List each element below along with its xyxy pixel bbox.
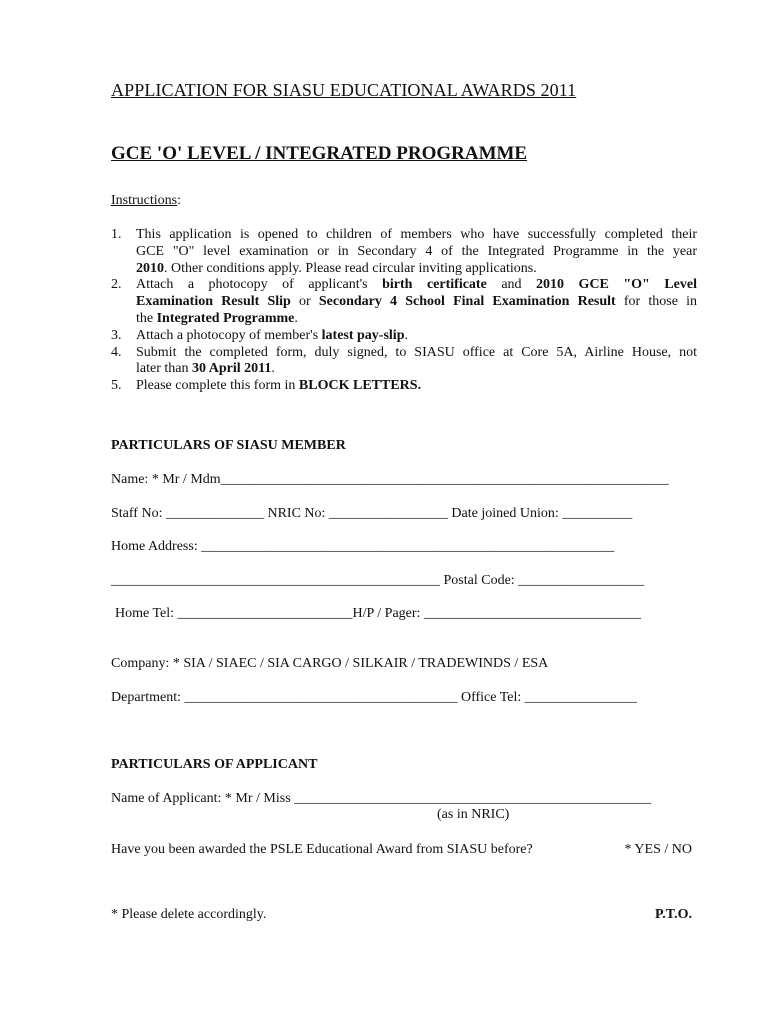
footer-note: * Please delete accordingly. xyxy=(111,907,267,922)
instruction-text: Attach a photocopy of applicant's birth certificate and 2010 GCE "O" Level xyxy=(136,277,697,293)
company-field[interactable]: Company: * SIA / SIAEC / SIA CARGO / SILKAIR / TRADEWINDS / ESA xyxy=(111,656,549,671)
pto-label: P.T.O. xyxy=(655,907,692,922)
instruction-item-3 xyxy=(111,328,697,345)
instruction-text: Attach a photocopy of member's latest pay-slip. xyxy=(136,327,408,343)
department-office-tel-field[interactable]: Department: _______________________________________ Office Tel: ________________ xyxy=(111,690,637,705)
instruction-item-5 xyxy=(111,378,697,395)
nric-note: (as in NRIC) xyxy=(437,807,510,822)
instruction-text: GCE "O" level examination or in Secondary 4 of the Integrated Programme in the year xyxy=(136,243,697,259)
instruction-text: This application is opened to children of members who have successfully completed their xyxy=(136,227,697,242)
address-postal-field[interactable]: _______________________________________________ Postal Code: __________________ xyxy=(111,573,645,588)
instruction-number: 2. xyxy=(111,277,122,293)
applicant-name-field[interactable]: Name of Applicant: * Mr / Miss ___________________________________________________ xyxy=(111,791,652,806)
instruction-text: 2010. Other conditions apply. Please read circular inviting applications. xyxy=(136,260,537,276)
instructions-colon: : xyxy=(177,193,181,208)
instruction-number: 4. xyxy=(111,344,122,360)
instruction-text: later than 30 April 2011. xyxy=(136,361,275,377)
staff-nric-date-field[interactable]: Staff No: ______________ NRIC No: _________________ Date joined Union: __________ xyxy=(111,506,633,521)
member-section-heading: PARTICULARS OF SIASU MEMBER xyxy=(111,438,346,453)
instructions-heading xyxy=(111,193,181,209)
psle-award-question: Have you been awarded the PSLE Educational Award from SIASU before? xyxy=(111,842,533,857)
instruction-text: the Integrated Programme. xyxy=(136,310,298,326)
instructions-list xyxy=(111,227,697,395)
instruction-text: Examination Result Slip or Secondary 4 School Final Examination Result for those in xyxy=(136,294,698,310)
instruction-text: Submit the completed form, duly signed, to SIASU office at Core 5A, Airline House, not xyxy=(136,344,697,360)
form-title: APPLICATION FOR SIASU EDUCATIONAL AWARDS 2011 xyxy=(111,80,577,100)
instruction-item-1 xyxy=(111,227,697,277)
instruction-bold: 2010 xyxy=(136,260,164,276)
instruction-number: 3. xyxy=(111,327,122,343)
instruction-item-4 xyxy=(111,345,697,379)
instruction-number: 5. xyxy=(111,378,122,394)
home-tel-pager-field[interactable]: Home Tel: _________________________H/P / Pager: _______________________________ xyxy=(115,606,641,621)
member-name-field[interactable]: Name: * Mr / Mdm________________________________________________________________ xyxy=(111,472,669,487)
form-subtitle: GCE 'O' LEVEL / INTEGRATED PROGRAMME xyxy=(111,143,528,164)
applicant-section-heading: PARTICULARS OF APPLICANT xyxy=(111,757,318,772)
instruction-item-2 xyxy=(111,277,697,327)
instruction-text: Please complete this form in BLOCK LETTERS. xyxy=(136,378,422,394)
instruction-number: 1. xyxy=(111,227,122,242)
home-address-field[interactable]: Home Address: ___________________________________________________________ xyxy=(111,539,615,554)
psle-award-answer[interactable]: * YES / NO xyxy=(624,842,692,857)
instructions-heading-text: Instructions xyxy=(111,193,178,208)
